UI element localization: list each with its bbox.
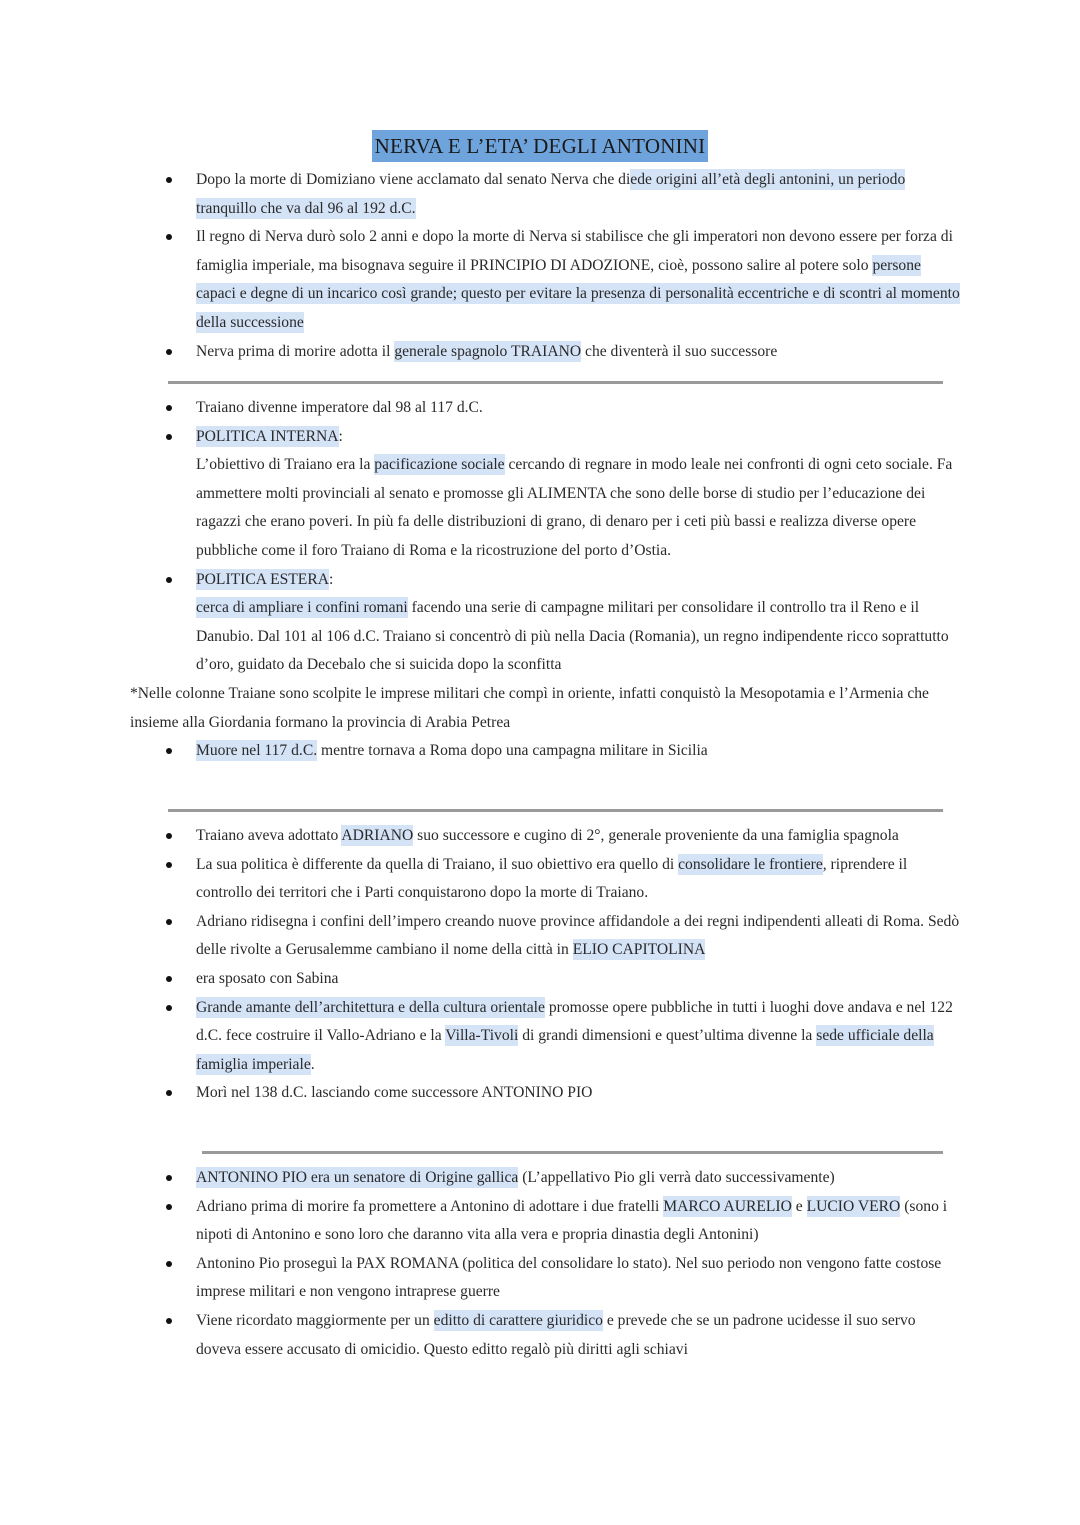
text-segment: Antonino Pio proseguì la PAX ROMANA (politica del consolidare lo stato). Nel suo periodo non vengono fatte costose imprese militari e non vengono intraprese guerre	[196, 1254, 942, 1301]
section-antonino-pio	[0, 1164, 1080, 1364]
text-segment: promosse opere pubbliche in tutti i luoghi dove andava e nel 122 d.C. fece costruire il Vallo-Adriano e la	[196, 998, 953, 1045]
text-segment: era sposato con Sabina	[196, 969, 339, 987]
list-item	[0, 1079, 1080, 1108]
highlight: Villa-Tivoli	[445, 1027, 519, 1045]
list-item	[0, 822, 1080, 851]
text-segment: Traiano divenne imperatore dal 98 al 117 d.C.	[196, 399, 483, 416]
text-segment: Adriano ridisegna i confini dell’impero creando nuove province affidandole a dei regni indipendenti alleati di Roma. Sedò delle rivolte a Gerusalemme cambiano il nome della città in	[196, 912, 960, 959]
highlight: persone capaci e degne di un incarico così grande; questo per evitare la presenza di personalità eccentriche e di scontri al momento della successione	[196, 256, 960, 331]
text-segment: e	[791, 1197, 807, 1215]
text-segment: (L’appellativo Pio gli verrà dato successivamente)	[518, 1169, 835, 1186]
highlight: ANTONINO PIO era un senatore di Origine gallica	[196, 1169, 519, 1186]
footnote: *Nelle colonne Traiane sono scolpite le imprese militari che compì in oriente, infatti conquistò la Mesopotamia e l’Armenia che insieme alla Giordania formano la provincia di Arabia Petrea	[130, 684, 929, 731]
section-divider	[202, 1151, 943, 1154]
text-segment: Morì nel 138 d.C. lasciando come successore ANTONINO PIO	[196, 1084, 593, 1102]
list-item	[0, 338, 1080, 367]
highlight: generale spagnolo TRAIANO	[394, 342, 582, 360]
text-segment: Dopo la morte di Domiziano viene acclamato dal senato Nerva che di	[196, 171, 631, 188]
list-item	[0, 166, 1080, 223]
highlight: ADRIANO	[341, 827, 414, 844]
list-item	[0, 965, 1080, 994]
text-segment: .	[310, 1055, 315, 1073]
section-traiano	[0, 394, 1080, 766]
highlight: POLITICA ESTERA	[196, 570, 329, 588]
page-title: NERVA E L’ETA’ DEGLI ANTONINI	[372, 130, 709, 162]
highlight: Muore nel 117 d.C.	[196, 742, 318, 760]
list-item	[0, 994, 1080, 1080]
highlight: consolidare le frontiere	[678, 855, 823, 873]
text-segment: di grandi dimensioni e quest’ultima divenne la	[518, 1027, 817, 1045]
title-container	[0, 130, 1080, 162]
list-item	[0, 423, 1080, 452]
text-segment: suo successore e cugino di 2°, generale proveniente da una famiglia spagnola	[413, 827, 899, 844]
highlight: LUCIO VERO	[806, 1197, 901, 1215]
text-segment: Il regno di Nerva durò solo 2 anni e dopo la morte di Nerva si stabilisce che gli imperatori non devono essere per forza di famiglia imperiale, ma bisognava seguire il PRINCIPIO DI ADOZIONE, cioè, possono salire al potere solo	[196, 228, 953, 274]
list-item	[0, 394, 1080, 423]
list-item	[0, 1307, 1080, 1364]
list-item	[0, 1164, 1080, 1193]
list-item	[0, 1250, 1080, 1307]
paragraph	[0, 594, 1080, 680]
text-segment: mentre tornava a Roma dopo una campagna militare in Sicilia	[317, 742, 708, 760]
list-item	[0, 908, 1080, 965]
text-segment: Viene ricordato maggiormente per un	[196, 1311, 434, 1329]
list-item	[0, 851, 1080, 908]
list-item	[0, 1193, 1080, 1250]
section-divider	[168, 809, 943, 812]
section-adriano	[0, 822, 1080, 1108]
section-divider	[168, 381, 943, 384]
section-nerva	[0, 166, 1080, 366]
text-segment: La sua politica è differente da quella di Traiano, il suo obiettivo era quello di	[196, 855, 679, 873]
text-segment: e prevede che se un padrone ucidesse il suo servo doveva essere accusato di omicidio. Questo editto regalò più diritti agli schiavi	[196, 1311, 916, 1358]
text-segment: :	[328, 570, 334, 588]
highlight: Grande amante dell’architettura e della cultura orientale	[196, 998, 545, 1016]
text-segment: cercando di regnare in modo leale nei confronti di ogni ceto sociale. Fa ammettere molti provinciali al senato e promosse gli ALIMENTA che sono delle borse di studio per l’educazione dei ragazzi che erano poveri. In più fa delle distribuzioni di grano, di denaro per i ceti più bassi e realizza diverse opere pubbliche come il foro Traiano di Roma e la ricostruzione del porto d’Ostia.	[196, 456, 953, 559]
list-item	[0, 566, 1080, 595]
highlight: cerca di ampliare i confini romani	[196, 599, 408, 617]
highlight: MARCO AURELIO	[663, 1197, 792, 1215]
highlight: ede origini all’età degli antonini, un periodo tranquillo che va dal 96 al 192 d.C.	[196, 171, 906, 217]
highlight: sede ufficiale della famiglia imperiale	[196, 1027, 934, 1073]
text-segment: , riprendere il controllo dei territori che i Parti conquistarono dopo la morte di Traiano.	[196, 855, 908, 902]
text-segment: Adriano prima di morire fa promettere a Antonino di adottare i due fratelli	[196, 1197, 664, 1215]
highlight: editto di carattere giuridico	[433, 1311, 603, 1329]
list-item	[0, 223, 1080, 337]
highlight: POLITICA INTERNA	[196, 427, 339, 445]
text-segment: facendo una serie di campagne militari per consolidare il controllo tra il Reno e il Danubio. Dal 101 al 106 d.C. Traiano si concentrò di più nella Dacia (Romania), un regno indipendente ricco soprattutto d’oro, guidato da Decebalo che si suicida dopo la sconfitta	[196, 599, 949, 674]
list-item	[0, 737, 1080, 766]
text-segment: (sono i nipoti di Antonino e sono loro che daranno vita alla vera e propria dinastia degli Antonini)	[196, 1197, 948, 1244]
text-segment: Traiano aveva adottato	[196, 827, 342, 844]
paragraph	[0, 451, 1080, 565]
text-segment: che diventerà il suo successore	[581, 342, 778, 360]
text-segment: :	[338, 427, 343, 445]
text-segment: L’obiettivo di Traiano era la	[196, 456, 375, 474]
text-segment: Nerva prima di morire adotta il	[196, 342, 395, 360]
highlight: ELIO CAPITOLINA	[572, 941, 706, 959]
highlight: pacificazione sociale	[374, 456, 505, 474]
